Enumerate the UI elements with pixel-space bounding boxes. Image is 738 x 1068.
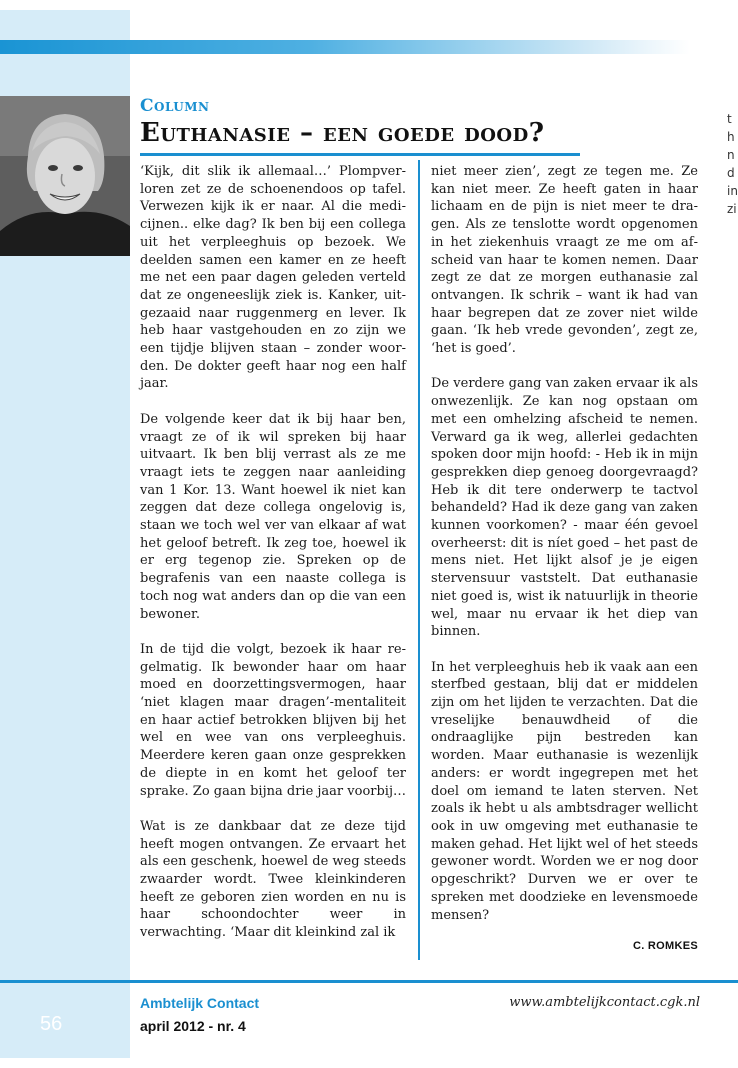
paragraph: De volgende keer dat ik bij haar ben, vraagt ze of ik wil spreken bij haar uitvaart. Ik ben blij verrast als ze me vraagt iets te zeggen naar aanleiding van 1 Kor. 13. Want hoewel ik niet kan zeggen dat deze collega ongelovig is, staan we toch wel ver van elkaar af wat het geloof betreft. Ik zeg toe, hoewel ik er erg tegenop zie. Spreken op de begrafenis van een naaste collega is toch nog wat anders dan op die van een bewoner.	[140, 411, 406, 622]
footer-rule	[0, 980, 738, 983]
magazine-name: Ambtelijk Contact	[140, 995, 260, 1011]
paragraph: In het verpleeghuis heb ik vaak aan een sterfbed gestaan, blij dat er middelen zijn om het lijden te verzachten. Dat die vreselijke benauwdheid of die ondraaglijke pijn bestreden kan worden. Maar euthanasie is wezenlijk anders: er wordt ingegrepen met het doel om iemand te laten sterven. Net zoals ik hebt u als ambtsdrager wellicht ook in uw omgeving met euthanasie te maken gehad. Het lijkt wel of het steeds gewoner wordt. Worden we er nog door opgeschrikt? Durven we er over te spreken met doodzieke en levensmoede mensen?	[431, 659, 698, 923]
text-column-right	[431, 163, 698, 924]
paragraph: niet meer zien’, zegt ze tegen me. Ze kan niet meer. Ze heeft gaten in haar lichaam en de pijn is niet meer te dragen. Als ze tenslotte wordt opgenomen in het ziekenhuis vraagt ze me om afscheid van haar te komen nemen. Daar zegt ze dat ze morgen euthanasie zal ontvangen. Ik schrik – want ik had van haar begrepen dat ze zover niet wilde gaan. ‘Ik heb vrede gevonden’, zegt ze, ‘het is goed’.	[431, 164, 698, 357]
adjacent-page-fragment: t h n d in zi	[727, 112, 738, 216]
text-column-left	[140, 163, 406, 942]
paragraph: ‘Kijk, dit slik ik allemaal…’ Plompverloren zet ze de schoenendoos op tafel. Verwezen kijk ik er naar. Al die medicijnen.. elke dag? Ik ben bij een collega uit het verpleeghuis op bezoek. We deelden samen een kamer en ze heeft me net een paar dagen geleden verteld dat ze ongeneeslijk ziek is. Kanker, uitgezaaid naar ruggenmerg en lever. Ik heb haar vastgehouden en zo zijn we een tijdje blijven staan – zonder woorden. De dokter geeft haar nog een half jaar.	[140, 164, 406, 392]
author-signature: C. ROMKES	[632, 940, 698, 952]
page-number: 56	[40, 1013, 63, 1035]
top-gradient-bar	[0, 40, 690, 54]
website-url: www.ambtelijkcontact.cgk.nl	[509, 995, 700, 1010]
paragraph: De verdere gang van zaken ervaar ik als onwezenlijk. Ze kan nog opstaan om met een omhelzing afscheid te nemen. Verward ga ik weg, allerlei gedachten spoken door mijn hoofd: - Heb ik in mijn gesprekken diep genoeg doorgevraagd? Heb ik dit tere onderwerp te tactvol behandeld? Had ik deze gang van zaken kunnen voorkomen? - maar één gevoel overheerst: dit is níet goed – het past de mens niet. Het lijkt alsof je je eigen stervensuur vaststelt. Dat euthanasie niet goed is, wist ik natuurlijk in theorie wel, maar nu ervaar ik het diep van binnen.	[431, 376, 698, 640]
title-underline	[140, 153, 580, 156]
column-divider	[418, 160, 420, 960]
article-title: Euthanasie – een goede dood?	[140, 118, 545, 148]
issue-label: april 2012 - nr. 4	[140, 1018, 246, 1034]
paragraph: Wat is ze dankbaar dat ze deze tijd heeft mogen ontvangen. Ze ervaart het als een geschenk, hoewel de weg steeds zwaarder wordt. Twee kleinkinderen heeft ze geboren zien worden en nu is haar schoondochter weer in verwachting. ‘Maar dit kleinkind zal ik	[140, 818, 406, 941]
section-kicker: Column	[140, 96, 210, 116]
author-photo	[0, 96, 130, 256]
paragraph: In de tijd die volgt, bezoek ik haar regelmatig. Ik bewonder haar om haar moed en doorzettingsvermogen, haar ‘niet klagen maar dragen’-mentaliteit en haar actief betrokken blijven bij het wel en wee van ons verpleeghuis. Meerdere keren gaan onze gesprekken de diepte in en komt het geloof ter sprake. Zo gaan bijna drie jaar voorbij…	[140, 641, 406, 799]
